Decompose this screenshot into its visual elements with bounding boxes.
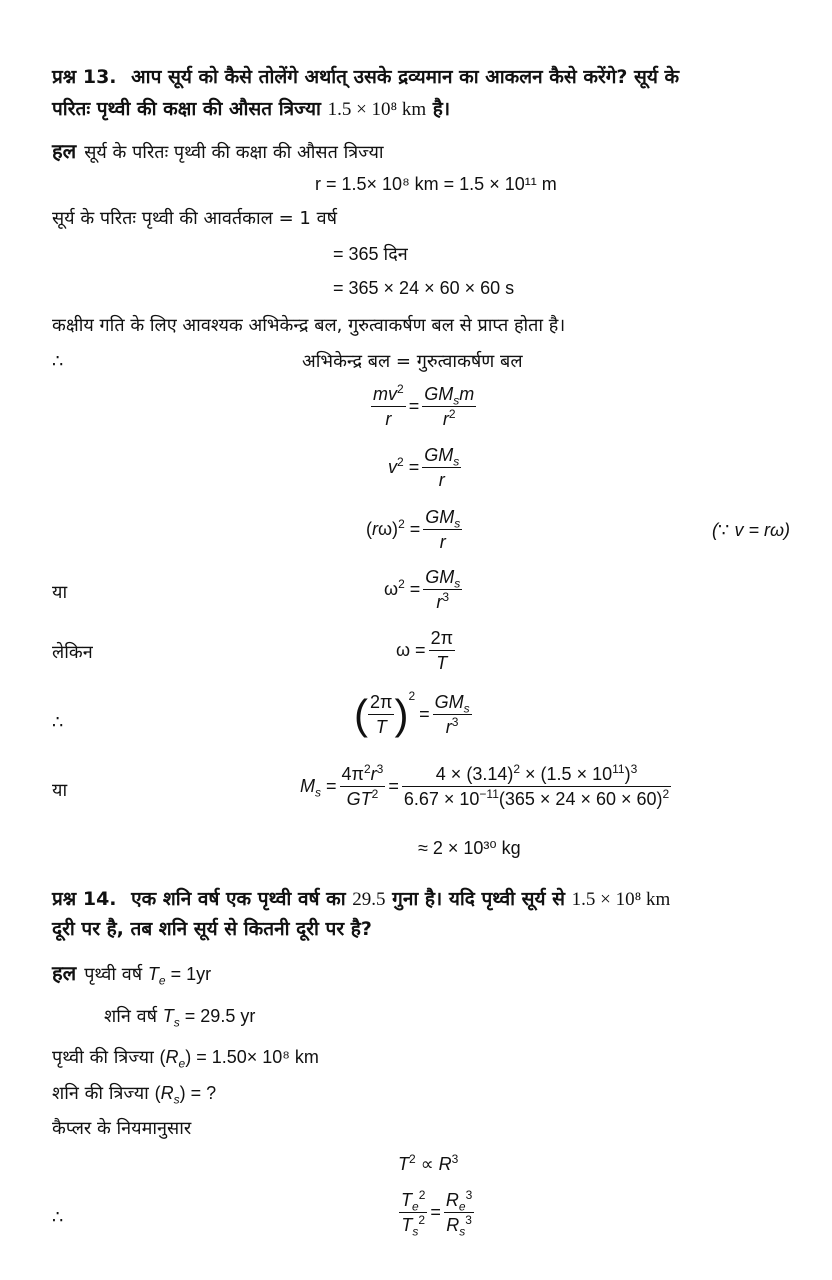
earth-radius-line: पृथ्वी की त्रिज्या $(R_e) = 1.50\times 10^8$ km — [52, 1047, 319, 1071]
orbit-radius-value: 1.5 × 10⁸ km — [327, 99, 427, 120]
earth-year-line: हल पृथ्वी वर्ष $T_e = 1yr$ — [52, 961, 212, 988]
period-seconds: = 365 × 24 × 60 × 60 s — [333, 278, 515, 298]
equation-centripetal-gravity: $\frac{mv^2}{r}$ = $\frac{GM_sm}{r^2}$ — [373, 382, 475, 429]
earth-radius-value: = 1.50× 10⁸ km — [196, 1047, 319, 1067]
saturn-radius-value: = ? — [190, 1083, 217, 1103]
solution-13-intro — [52, 138, 384, 166]
equation-kepler-proportion: $T^2 \propto R^3$ — [398, 1152, 459, 1174]
question-13-label: प्रश्न 13. — [52, 66, 117, 88]
equation-omega: ω = $\frac{2\pi}{T}$ — [396, 628, 454, 673]
saturn-year-value: = 29.5 yr — [184, 1006, 256, 1026]
saturn-radius-label: शनि की त्रिज्या — [52, 1083, 149, 1104]
question-14-line2: दूरी पर है, तब शनि सूर्य से कितनी दूरी पर है? — [52, 918, 372, 940]
solution-13-intro-text: सूर्य के परितः पृथ्वी की कक्षा की औसत त्रिज्या — [84, 142, 384, 163]
question-13-line1 — [52, 62, 679, 92]
but-label: लेकिन — [52, 642, 93, 663]
solution-label-2: हल — [52, 961, 77, 985]
therefore-symbol-1: ∴ — [52, 351, 64, 372]
saturn-radius-line: शनि की त्रिज्या $(R_s)$ = ? — [52, 1083, 217, 1107]
question-13-line2 — [52, 94, 450, 125]
equation-r-omega: $(r\omega)^2$ = $\frac{GM_s}{r}$ — [366, 507, 461, 552]
saturn-year-line: शनि वर्ष $T_s = 29.5$ yr — [104, 1006, 256, 1030]
question-14-text-b: गुना है। यदि पृथ्वी सूर्य से — [385, 888, 572, 910]
question-13-text-2: परितः पृथ्वी की कक्षा की औसत त्रिज्या — [52, 98, 328, 120]
equation-omega-squared: $\omega^2$ = $\frac{GM_s}{r^3}$ — [384, 567, 461, 612]
earth-year-value: = 1yr — [170, 964, 212, 984]
force-statement: कक्षीय गति के लिए आवश्यक अभिकेन्द्र बल, गुरुत्वाकर्षण बल से प्राप्त होता है। — [52, 315, 566, 336]
question-13-end: है। — [426, 98, 451, 120]
therefore-symbol-2: ∴ — [52, 712, 64, 733]
question-13-text: आप सूर्य को कैसे तोलेंगे अर्थात् उसके द्रव्यमान का आकलन कैसे करेंगे? सूर्य के — [131, 66, 680, 88]
equation-kepler-ratio: $\frac{T_e^2}{T_s^2}$ = $\frac{R_e^3}{R_s^3}$ — [401, 1188, 473, 1239]
question-14-line1 — [52, 884, 670, 915]
solution-label: हल — [52, 139, 77, 163]
question-14-text: एक शनि वर्ष एक पृथ्वी वर्ष का — [131, 888, 353, 910]
sun-mass-result: ≈ 2 × 10³⁰ kg — [418, 838, 521, 858]
earth-radius-label: पृथ्वी की त्रिज्या — [52, 1047, 154, 1068]
hint-v-equals-r-omega: (∵ v = rω) — [712, 520, 790, 540]
saturn-year-label: शनि वर्ष — [104, 1006, 158, 1027]
or-label-1: या — [52, 582, 68, 603]
period-statement: सूर्य के परितः पृथ्वी की आवर्तकाल = 1 वर्ष — [52, 208, 337, 229]
or-label-2: या — [52, 780, 68, 801]
force-equality: अभिकेन्द्र बल = गुरुत्वाकर्षण बल — [302, 351, 523, 372]
question-14-label: प्रश्न 14. — [52, 888, 117, 910]
earth-distance-value: 1.5 × 10⁸ km — [571, 889, 671, 910]
earth-year-label: पृथ्वी वर्ष — [84, 964, 143, 985]
therefore-symbol-3: ∴ — [52, 1207, 64, 1228]
kepler-law-label: कैप्लर के नियमानुसार — [52, 1118, 192, 1139]
period-days: = 365 दिन — [333, 244, 408, 264]
radius-equation: r = 1.5× 10⁸ km = 1.5 × 10¹¹ m — [315, 174, 557, 194]
equation-omega-substituted: ( $\frac{2\pi}{T}$ ) 2 = $\frac{GM_s}{r^3}$ — [354, 689, 470, 738]
equation-v-squared: $v^2$ = $\frac{GM_s}{r}$ — [388, 445, 460, 490]
year-ratio: 29.5 — [352, 889, 386, 910]
equation-sun-mass: $M_s$ = $\frac{4\pi^2r^3}{GT^2}$ = $\frac{4 \times (3.14)^2 \times (1.5 \times 10^{11})^3}{6.67 \times 10^{-11}(365 \times 24 \times 60 \times 60)^2}$ — [300, 762, 670, 809]
